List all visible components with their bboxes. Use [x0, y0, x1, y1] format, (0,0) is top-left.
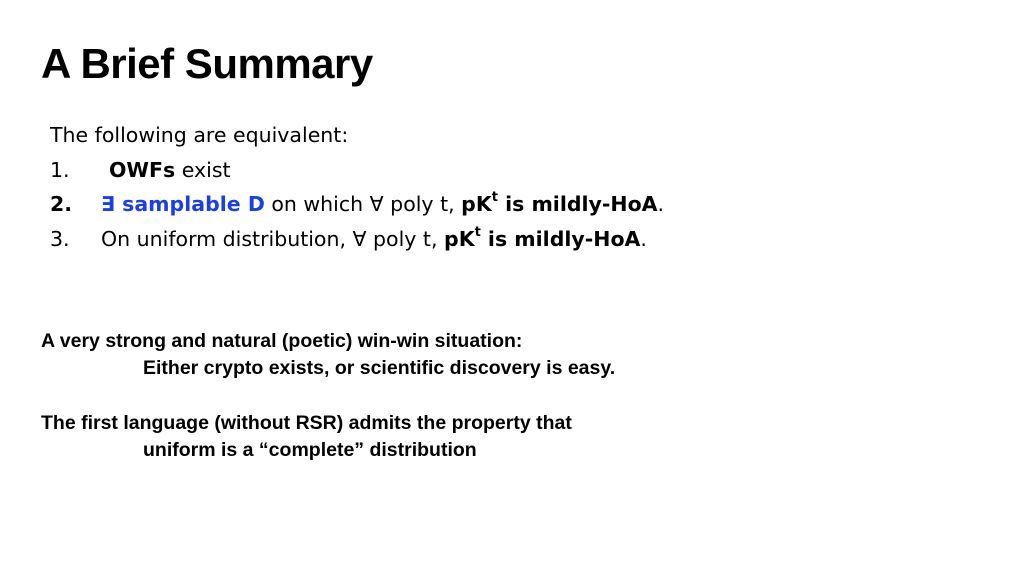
item-period: .	[640, 226, 647, 251]
intro-line: The following are equivalent:	[50, 123, 349, 147]
pk-superscript: t	[474, 224, 481, 240]
mildly-hoa-term: is mildly-HoA	[480, 226, 641, 251]
pk-term: pK	[461, 192, 492, 216]
item-period: .	[657, 192, 665, 216]
list-item-2	[50, 187, 664, 222]
list-item-3	[50, 222, 664, 257]
item-text: On uniform distribution, ∀ poly t,	[101, 226, 445, 251]
mildly-hoa-term: is mildly-HoA	[497, 192, 658, 216]
pk-term: pK	[444, 226, 475, 251]
slide-title: A Brief Summary	[41, 40, 373, 87]
pk-superscript: t	[491, 190, 498, 206]
list-number: 1.	[50, 157, 70, 182]
list-item-1	[50, 153, 664, 188]
owfs-term: OWFs	[109, 157, 176, 182]
item-text: on which ∀ poly t,	[264, 192, 462, 216]
item-text: exist	[175, 157, 231, 182]
list-number: 3.	[50, 226, 70, 251]
note-1-line-1: A very strong and natural (poetic) win-win situation:	[41, 330, 523, 352]
note-2-line-1: The first language (without RSR) admits the property that	[41, 412, 572, 434]
notes-block	[41, 328, 615, 464]
equivalence-list	[50, 118, 664, 256]
note-1-line-2: Either crypto exists, or scientific discovery is easy.	[143, 357, 616, 379]
note-2-line-2: uniform is a “complete” distribution	[143, 439, 477, 461]
list-number: 2.	[50, 192, 73, 216]
samplable-d-highlight: ∃ samplable D	[101, 192, 265, 216]
